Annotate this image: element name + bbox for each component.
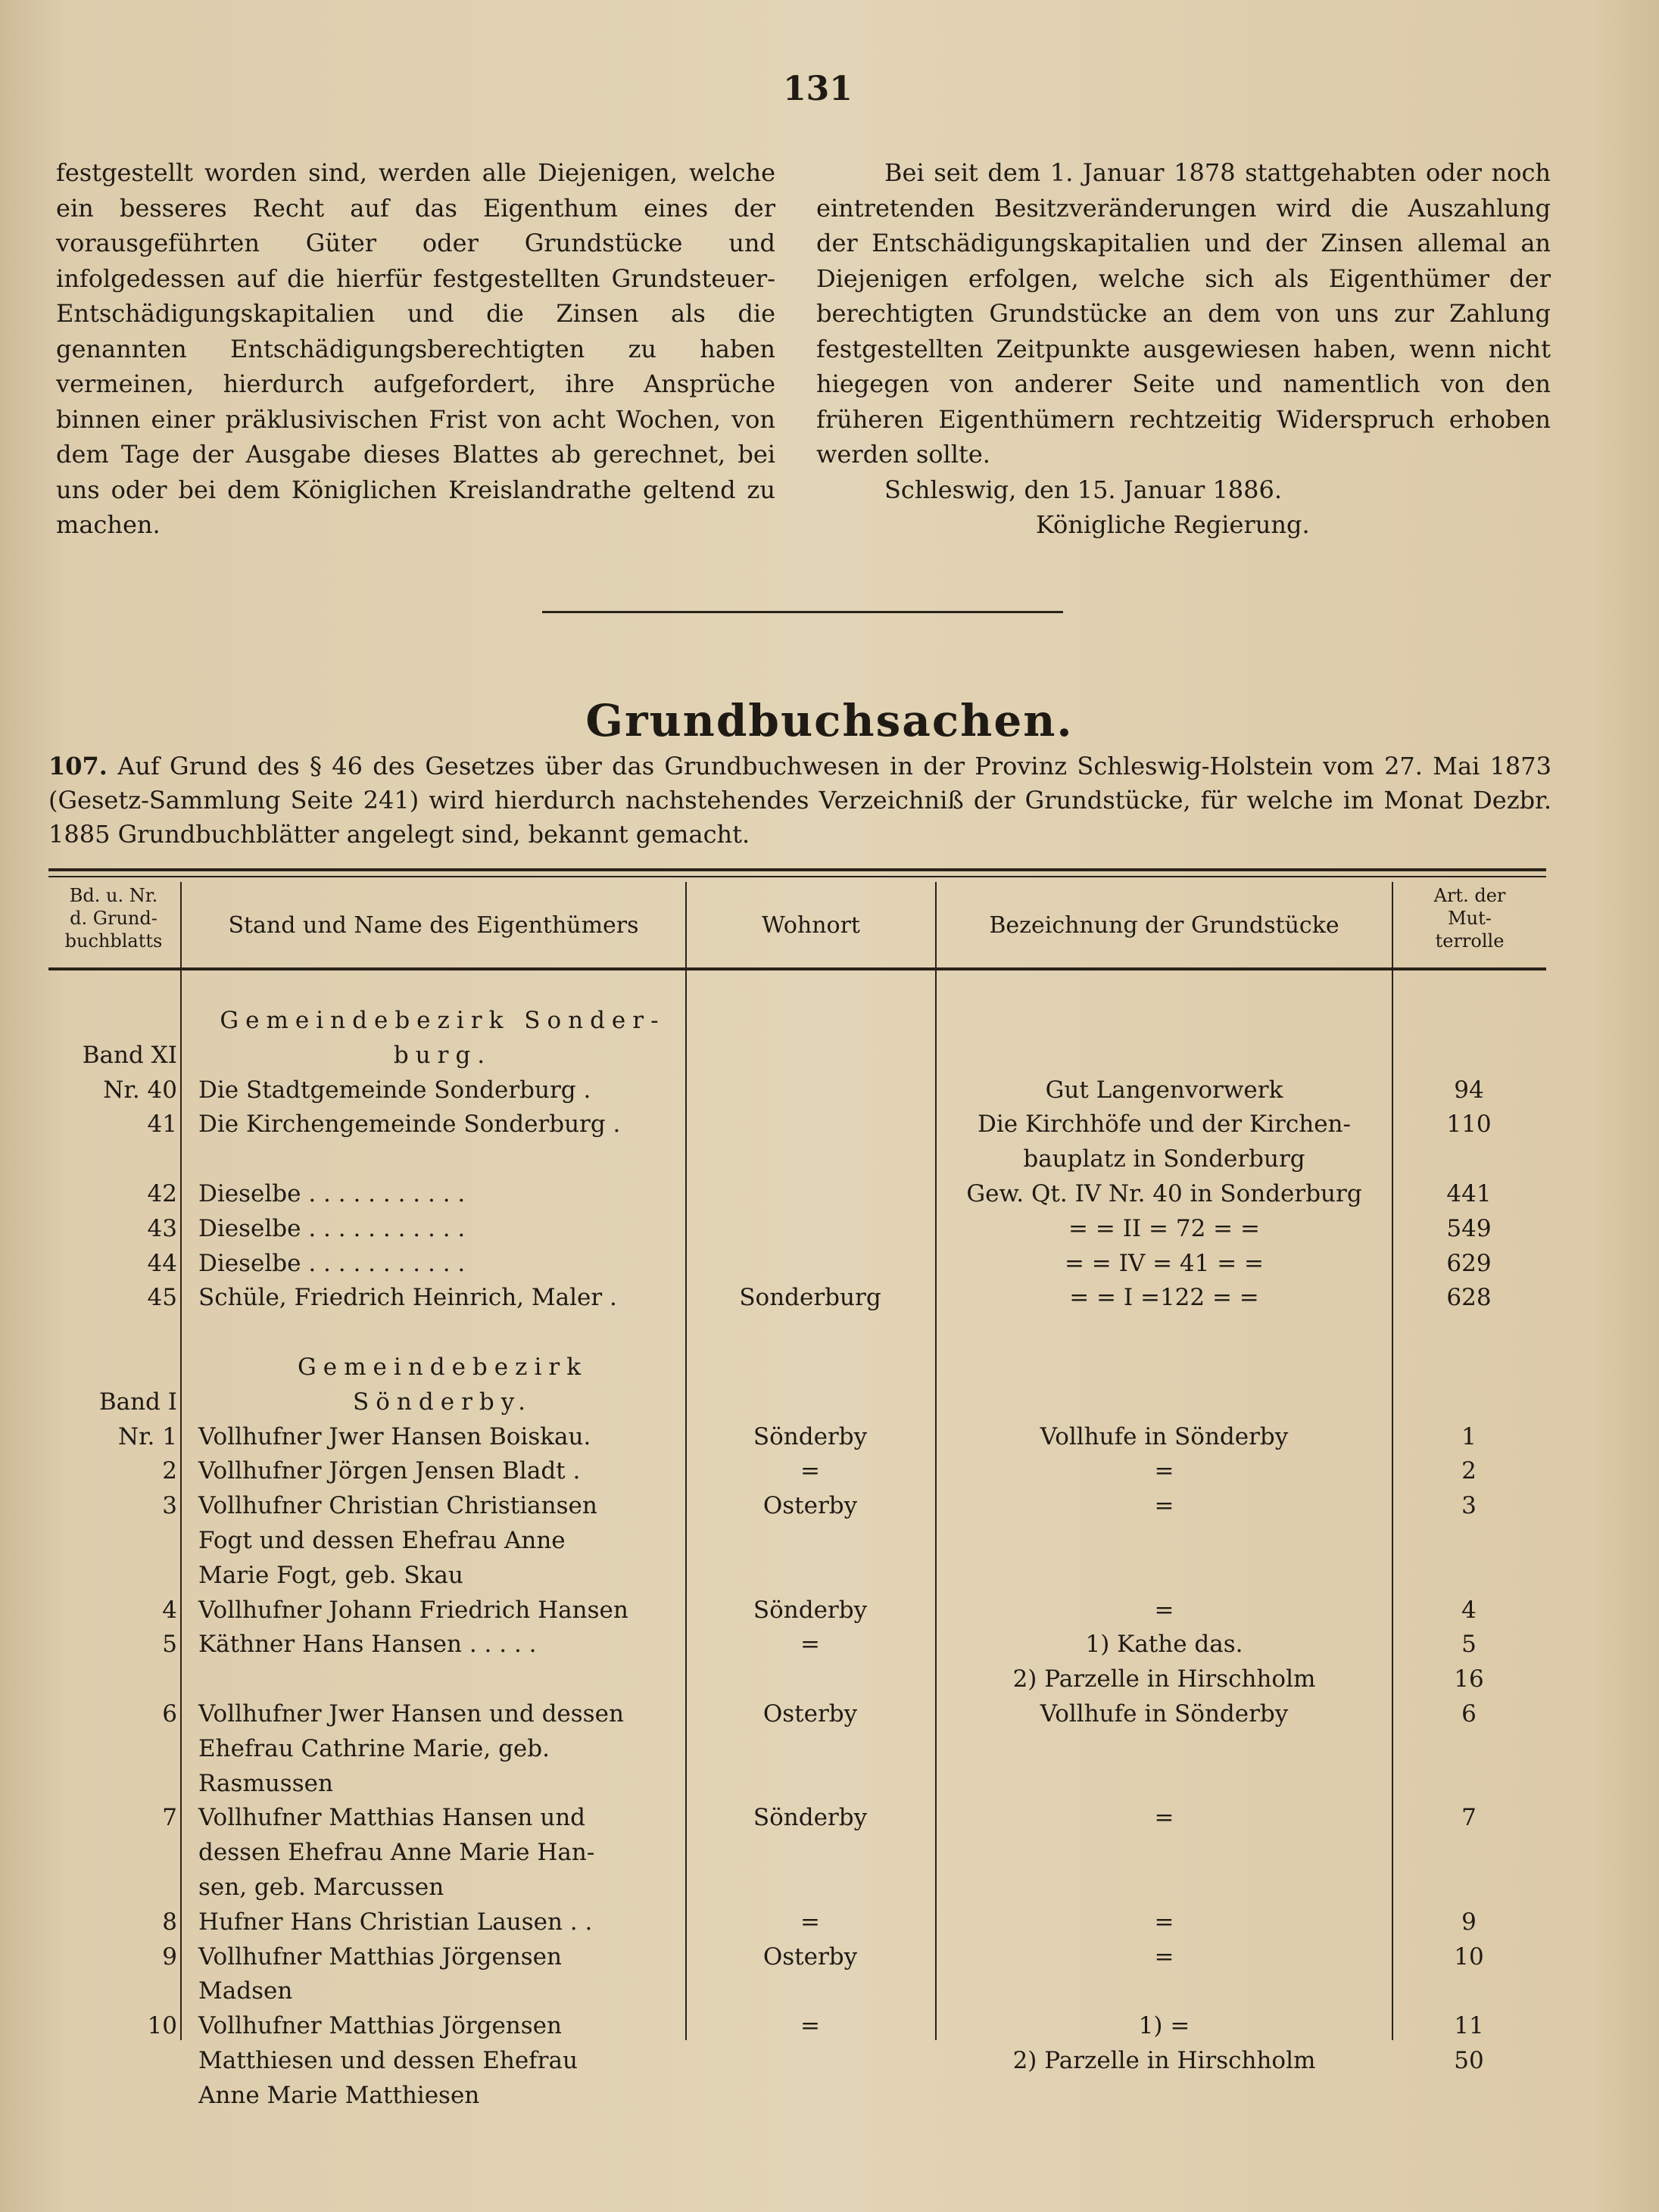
cell-band: 41 xyxy=(147,1111,177,1139)
cell-art: 6 xyxy=(1461,1700,1477,1728)
cell-band: 5 xyxy=(162,1631,177,1659)
cell-parcel: = xyxy=(1154,1943,1174,1971)
cell-place: Sonderburg xyxy=(739,1284,881,1312)
cell-art: 7 xyxy=(1461,1804,1477,1832)
table-row xyxy=(0,1523,1659,1558)
cell-art: 1 xyxy=(1461,1422,1477,1450)
cell-place: Sönderby xyxy=(753,1804,868,1832)
cell-parcel: Vollhufe in Sönderby xyxy=(1040,1422,1289,1450)
cell-owner: Vollhufner Matthias Jörgensen xyxy=(198,2012,562,2040)
cell-band: 43 xyxy=(147,1214,177,1242)
cell-owner: Vollhufner Jwer Hansen Boiskau. xyxy=(198,1422,591,1450)
table-row xyxy=(0,1974,1659,2008)
table-row xyxy=(0,1038,1659,1073)
table-row xyxy=(0,1419,1659,1454)
cell-art: 10 xyxy=(1454,1943,1484,1971)
cell-band: 8 xyxy=(162,1908,177,1936)
section-title: Grundbuchsachen. xyxy=(585,695,1074,746)
cell-owner: Gemeindebezirk xyxy=(298,1354,588,1381)
cell-owner: Hufner Hans Christian Lausen . . xyxy=(198,1908,593,1936)
cell-band: 42 xyxy=(147,1180,177,1207)
cell-owner: dessen Ehefrau Anne Marie Han- xyxy=(198,1839,595,1867)
cell-owner: Vollhufner Matthias Jörgensen xyxy=(198,1943,562,1971)
cell-parcel: = xyxy=(1154,1908,1174,1936)
cell-art: 2 xyxy=(1461,1457,1477,1485)
cell-art: 441 xyxy=(1446,1180,1492,1207)
cell-parcel: Gut Langenvorwerk xyxy=(1045,1076,1283,1104)
table-row xyxy=(0,1870,1659,1905)
cell-band: 45 xyxy=(147,1284,177,1312)
table-row xyxy=(0,1176,1659,1211)
table-row xyxy=(0,1453,1659,1488)
table-row xyxy=(0,2043,1659,2078)
table-row xyxy=(0,1731,1659,1766)
cell-parcel: = = IV = 41 = = xyxy=(1064,1249,1265,1277)
cell-owner: Vollhufner Matthias Hansen und xyxy=(198,1804,586,1832)
cell-owner: Madsen xyxy=(198,1977,293,2005)
cell-owner: Käthner Hans Hansen . . . . . xyxy=(198,1631,537,1659)
cell-owner: Rasmussen xyxy=(198,1769,333,1797)
cell-parcel: Gew. Qt. IV Nr. 40 in Sonderburg xyxy=(966,1180,1362,1207)
cell-owner: Vollhufner Johann Friedrich Hansen xyxy=(198,1596,628,1624)
table-row xyxy=(0,1593,1659,1628)
right-column-text: Bei seit dem 1. Januar 1878 stattgehabten oder noch eintretenden Besitzveränderungen wird die Auszahlung der Entschädigungskapitalien und der Zinsen allemal an Diejenigen erfolgen, welche sich als Eigenthümer der berechtigten Grundstücke an dem von uns zur Zahlung festgestellten Zeitpunkte ausgewiesen haben, wenn nicht hiegegen von anderer Seite und namentlich von den früheren Eigenthümern rechtzeitig Widerspruch erhoben werden sollte. xyxy=(816,158,1551,469)
section-divider xyxy=(542,611,1063,613)
cell-owner: Vollhufner Christian Christiansen xyxy=(198,1492,597,1520)
cell-art: 4 xyxy=(1461,1596,1477,1624)
cell-band: Nr. 40 xyxy=(103,1076,177,1104)
cell-owner: Schüle, Friedrich Heinrich, Maler . xyxy=(198,1284,617,1312)
table-header-rule xyxy=(48,967,1546,970)
cell-parcel: 1) Kathe das. xyxy=(1085,1631,1243,1659)
cell-art: 110 xyxy=(1446,1111,1492,1139)
cell-band: 7 xyxy=(162,1804,177,1832)
cell-band: 10 xyxy=(147,2012,177,2040)
cell-place: Sönderby xyxy=(753,1422,868,1450)
cell-owner: Fogt und dessen Ehefrau Anne xyxy=(198,1527,566,1554)
table-row xyxy=(0,1073,1659,1108)
cell-parcel: = xyxy=(1154,1492,1174,1520)
cell-parcel: Vollhufe in Sönderby xyxy=(1040,1700,1289,1728)
table-row xyxy=(0,1211,1659,1246)
cell-band: Band XI xyxy=(82,1041,177,1069)
table-row xyxy=(0,1003,1659,1038)
cell-parcel: bauplatz in Sonderburg xyxy=(1023,1145,1305,1173)
cell-owner: Gemeindebezirk Sonder- xyxy=(220,1007,666,1034)
cell-band: 9 xyxy=(162,1943,177,1971)
table-row xyxy=(0,1558,1659,1593)
cell-owner: Vollhufner Jörgen Jensen Bladt . xyxy=(198,1457,581,1485)
cell-owner: Die Kirchengemeinde Sonderburg . xyxy=(198,1111,621,1139)
header-place: Wohnort xyxy=(762,912,860,939)
cell-parcel: = xyxy=(1154,1457,1174,1485)
header-parcel: Bezeichnung der Grundstücke xyxy=(989,912,1339,939)
table-row xyxy=(0,1142,1659,1176)
signature-date: Schleswig, den 15. Januar 1886. xyxy=(884,475,1283,504)
table-row xyxy=(0,1766,1659,1801)
cell-band: 3 xyxy=(162,1492,177,1520)
cell-place: = xyxy=(800,2012,820,2040)
cell-owner: Ehefrau Cathrine Marie, geb. xyxy=(198,1734,550,1762)
cell-art: 16 xyxy=(1454,1665,1484,1693)
cell-place: Osterby xyxy=(762,1492,858,1520)
cell-place: = xyxy=(800,1908,820,1936)
cell-art: 549 xyxy=(1446,1214,1492,1242)
table-row xyxy=(0,1385,1659,1419)
header-art: Art. der Mut- terrolle xyxy=(1433,885,1506,952)
cell-place: Osterby xyxy=(762,1700,858,1728)
cell-art: 9 xyxy=(1461,1908,1477,1936)
cell-band: 44 xyxy=(147,1249,177,1277)
cell-band: 6 xyxy=(162,1700,177,1728)
cell-parcel: Die Kirchhöfe und der Kirchen- xyxy=(978,1111,1351,1139)
cell-owner: burg. xyxy=(393,1041,492,1069)
cell-owner: Dieselbe . . . . . . . . . . . xyxy=(198,1214,466,1242)
cell-place: = xyxy=(800,1457,820,1485)
table-row xyxy=(0,2078,1659,2113)
table-row xyxy=(0,1315,1659,1350)
cell-owner: Dieselbe . . . . . . . . . . . xyxy=(198,1180,466,1207)
table-row xyxy=(0,1107,1659,1142)
section-intro-text: Auf Grund des § 46 des Gesetzes über das Grundbuchwesen in der Provinz Schleswig-Holstein vom 27. Mai 1873 (Gesetz-Sammlung Seite 241) wird hierdurch nachstehendes Verzeichniß der Grundstücke, für welche im Monat Dezbr. 1885 Grundbuchblätter angelegt sind, bekannt gemacht. xyxy=(48,752,1552,849)
cell-owner: Sönderby. xyxy=(353,1388,532,1416)
table-row xyxy=(0,1835,1659,1870)
cell-band: 4 xyxy=(162,1596,177,1624)
cell-parcel: = xyxy=(1154,1804,1174,1832)
header-owner: Stand und Name des Eigenthümers xyxy=(228,912,639,939)
table-row xyxy=(0,1905,1659,1939)
cell-owner: Vollhufner Jwer Hansen und dessen xyxy=(198,1700,624,1728)
cell-owner: sen, geb. Marcussen xyxy=(198,1874,444,1901)
cell-art: 50 xyxy=(1454,2047,1484,2074)
table-row xyxy=(0,1696,1659,1731)
table-top-rule xyxy=(48,868,1546,871)
cell-art: 11 xyxy=(1454,2012,1484,2040)
signature-authority: Königliche Regierung. xyxy=(1036,510,1310,539)
left-column xyxy=(56,155,775,543)
table-row xyxy=(0,1939,1659,1974)
table-row xyxy=(0,1280,1659,1315)
table-row xyxy=(0,1488,1659,1523)
cell-place: = xyxy=(800,1631,820,1659)
page-number: 131 xyxy=(783,70,853,108)
table-row xyxy=(0,1627,1659,1662)
cell-band: Nr. 1 xyxy=(118,1422,177,1450)
cell-parcel: 2) Parzelle in Hirschholm xyxy=(1012,2047,1316,2074)
table-row xyxy=(0,1350,1659,1385)
cell-parcel: 1) = xyxy=(1138,2012,1190,2040)
section-intro xyxy=(48,749,1551,852)
cell-owner: Marie Fogt, geb. Skau xyxy=(198,1561,463,1589)
header-band: Bd. u. Nr. d. Grund- buchblatts xyxy=(64,885,163,952)
section-number: 107. xyxy=(48,752,108,780)
cell-owner: Matthiesen und dessen Ehefrau xyxy=(198,2047,578,2074)
table-row xyxy=(0,1662,1659,1696)
cell-place: Osterby xyxy=(762,1943,858,1971)
cell-art: 3 xyxy=(1461,1492,1477,1520)
left-column-text: festgestellt worden sind, werden alle Diejenigen, welche ein besseres Recht auf das Eigenthum eines der vorausgeführten Güter oder Grundstücke und infolgedessen auf die hierfür festgestellten Grundsteuer-Entschädigungskapitalien und die Zinsen als die genannten Entschädigungsberechtigten zu haben vermeinen, hierdurch aufgefordert, ihre Ansprüche binnen einer präklusivischen Frist von acht Wochen, von dem Tage der Ausgabe dieses Blattes ab gerechnet, bei uns oder bei dem Königlichen Kreislandrathe geltend zu machen. xyxy=(56,158,775,539)
cell-art: 628 xyxy=(1446,1284,1492,1312)
cell-art: 5 xyxy=(1461,1631,1477,1659)
cell-band: 2 xyxy=(162,1457,177,1485)
table-row xyxy=(0,2008,1659,2043)
table-row xyxy=(0,1800,1659,1835)
table-row xyxy=(0,1246,1659,1281)
cell-place: Sönderby xyxy=(753,1596,868,1624)
cell-owner: Die Stadtgemeinde Sonderburg . xyxy=(198,1076,591,1104)
cell-parcel: = = I =122 = = xyxy=(1069,1284,1259,1312)
right-column xyxy=(816,155,1551,543)
cell-owner: Dieselbe . . . . . . . . . . . xyxy=(198,1249,466,1277)
cell-band: Band I xyxy=(98,1388,177,1416)
cell-owner: Anne Marie Matthiesen xyxy=(198,2081,480,2109)
cell-parcel: = xyxy=(1154,1596,1174,1624)
cell-parcel: 2) Parzelle in Hirschholm xyxy=(1012,1665,1316,1693)
cell-art: 94 xyxy=(1454,1076,1484,1104)
cell-parcel: = = II = 72 = = xyxy=(1068,1214,1260,1242)
cell-art: 629 xyxy=(1446,1249,1492,1277)
table-top-rule-thin xyxy=(48,876,1546,877)
